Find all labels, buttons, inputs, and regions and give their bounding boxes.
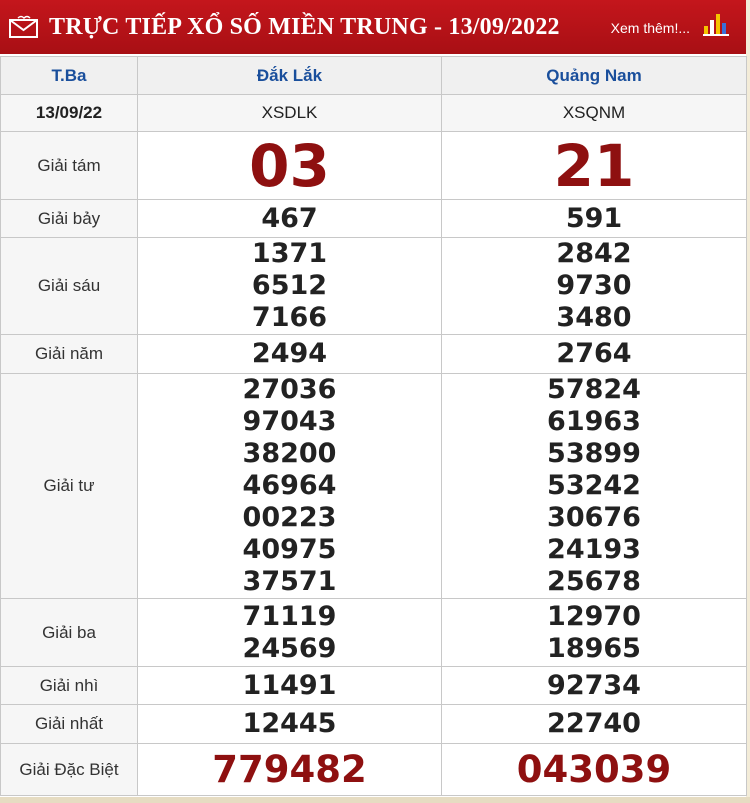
draw-date: 13/09/22	[1, 95, 138, 132]
prize-row	[1, 200, 747, 238]
prize-label: Giải ba	[1, 599, 138, 667]
prize-number: 40975	[242, 534, 337, 565]
prize-number: 53899	[547, 438, 641, 469]
prize-number: 12445	[242, 708, 337, 739]
prize-row	[1, 667, 747, 705]
prize-number: 467	[261, 202, 318, 234]
prize-value-dak-lak	[138, 238, 442, 335]
prize-value-quang-nam	[442, 238, 747, 335]
province-name-dak-lak[interactable]: Đắk Lắk	[138, 57, 442, 95]
province-code-dak-lak: XSDLK	[138, 95, 442, 132]
prize-number: 92734	[547, 669, 641, 701]
prize-row-special	[1, 744, 747, 796]
mail-icon	[9, 15, 39, 39]
prize-label: Giải tư	[1, 374, 138, 599]
prize-number: 2764	[556, 338, 632, 369]
prize-label: Giải bảy	[1, 200, 138, 238]
prize-row	[1, 132, 747, 200]
page-title: TRỰC TIẾP XỔ SỐ MIỀN TRUNG - 13/09/2022	[49, 13, 560, 40]
prize-number: 7166	[251, 302, 328, 333]
date-row	[1, 95, 747, 132]
prize-number: 9730	[556, 270, 632, 301]
prize-number: 53242	[547, 470, 641, 501]
more-link[interactable]: Xem thêm!...	[610, 20, 690, 36]
prize-value-dak-lak	[138, 599, 442, 667]
prize-number: 6512	[251, 270, 328, 301]
prize-number: 591	[565, 202, 623, 234]
prize-number: 21	[553, 131, 635, 200]
prize-number: 043039	[516, 747, 672, 791]
province-header-row	[1, 57, 747, 95]
prize-row	[1, 335, 747, 374]
prize-number: 24569	[242, 632, 337, 664]
province-code-quang-nam: XSQNM	[442, 95, 747, 132]
prize-number: 2494	[251, 338, 328, 369]
prize-row	[1, 238, 747, 335]
prize-number: 71119	[242, 600, 337, 632]
prize-label: Giải Đặc Biệt	[1, 744, 138, 796]
prize-number: 57824	[547, 374, 641, 405]
prize-label: Giải nhất	[1, 705, 138, 744]
bottom-strip	[0, 797, 750, 803]
prize-value-quang-nam	[442, 335, 747, 374]
prize-number: 00223	[242, 502, 337, 533]
province-name-quang-nam[interactable]: Quảng Nam	[442, 57, 747, 95]
prize-value-dak-lak	[138, 200, 442, 238]
prize-label: Giải nhì	[1, 667, 138, 705]
prize-value-quang-nam	[442, 374, 747, 599]
prize-value-quang-nam	[442, 132, 747, 200]
prize-value-dak-lak	[138, 744, 442, 796]
prize-number: 03	[249, 131, 330, 200]
prize-number: 18965	[547, 632, 641, 664]
prize-value-dak-lak	[138, 132, 442, 200]
prize-value-quang-nam	[442, 744, 747, 796]
prize-value-dak-lak	[138, 374, 442, 599]
prize-number: 11491	[242, 669, 337, 701]
prize-row	[1, 705, 747, 744]
prize-number: 2842	[556, 238, 632, 269]
prize-number: 61963	[547, 406, 641, 437]
prize-value-dak-lak	[138, 705, 442, 744]
prize-number: 30676	[547, 502, 641, 533]
prize-number: 779482	[212, 747, 367, 791]
prize-number: 3480	[556, 302, 632, 333]
day-header: T.Ba	[1, 57, 138, 95]
prize-row	[1, 599, 747, 667]
prize-number: 38200	[242, 438, 337, 469]
prize-number: 46964	[242, 470, 337, 501]
prize-number: 37571	[242, 566, 337, 597]
prize-number: 1371	[251, 238, 328, 269]
prize-number: 27036	[242, 374, 337, 405]
prize-number: 97043	[242, 406, 337, 437]
header-bar	[0, 0, 746, 54]
prize-value-quang-nam	[442, 667, 747, 705]
prize-label: Giải năm	[1, 335, 138, 374]
prize-value-quang-nam	[442, 599, 747, 667]
prize-value-dak-lak	[138, 335, 442, 374]
prize-label: Giải tám	[1, 132, 138, 200]
prize-row	[1, 374, 747, 599]
prize-number: 24193	[547, 534, 641, 565]
prize-value-quang-nam	[442, 705, 747, 744]
prize-number: 25678	[547, 566, 641, 597]
results-table	[0, 56, 747, 796]
prize-number: 12970	[547, 600, 641, 632]
prize-value-dak-lak	[138, 667, 442, 705]
prize-value-quang-nam	[442, 200, 747, 238]
bar-chart-icon[interactable]	[702, 10, 732, 38]
prize-number: 22740	[547, 708, 641, 739]
prize-label: Giải sáu	[1, 238, 138, 335]
